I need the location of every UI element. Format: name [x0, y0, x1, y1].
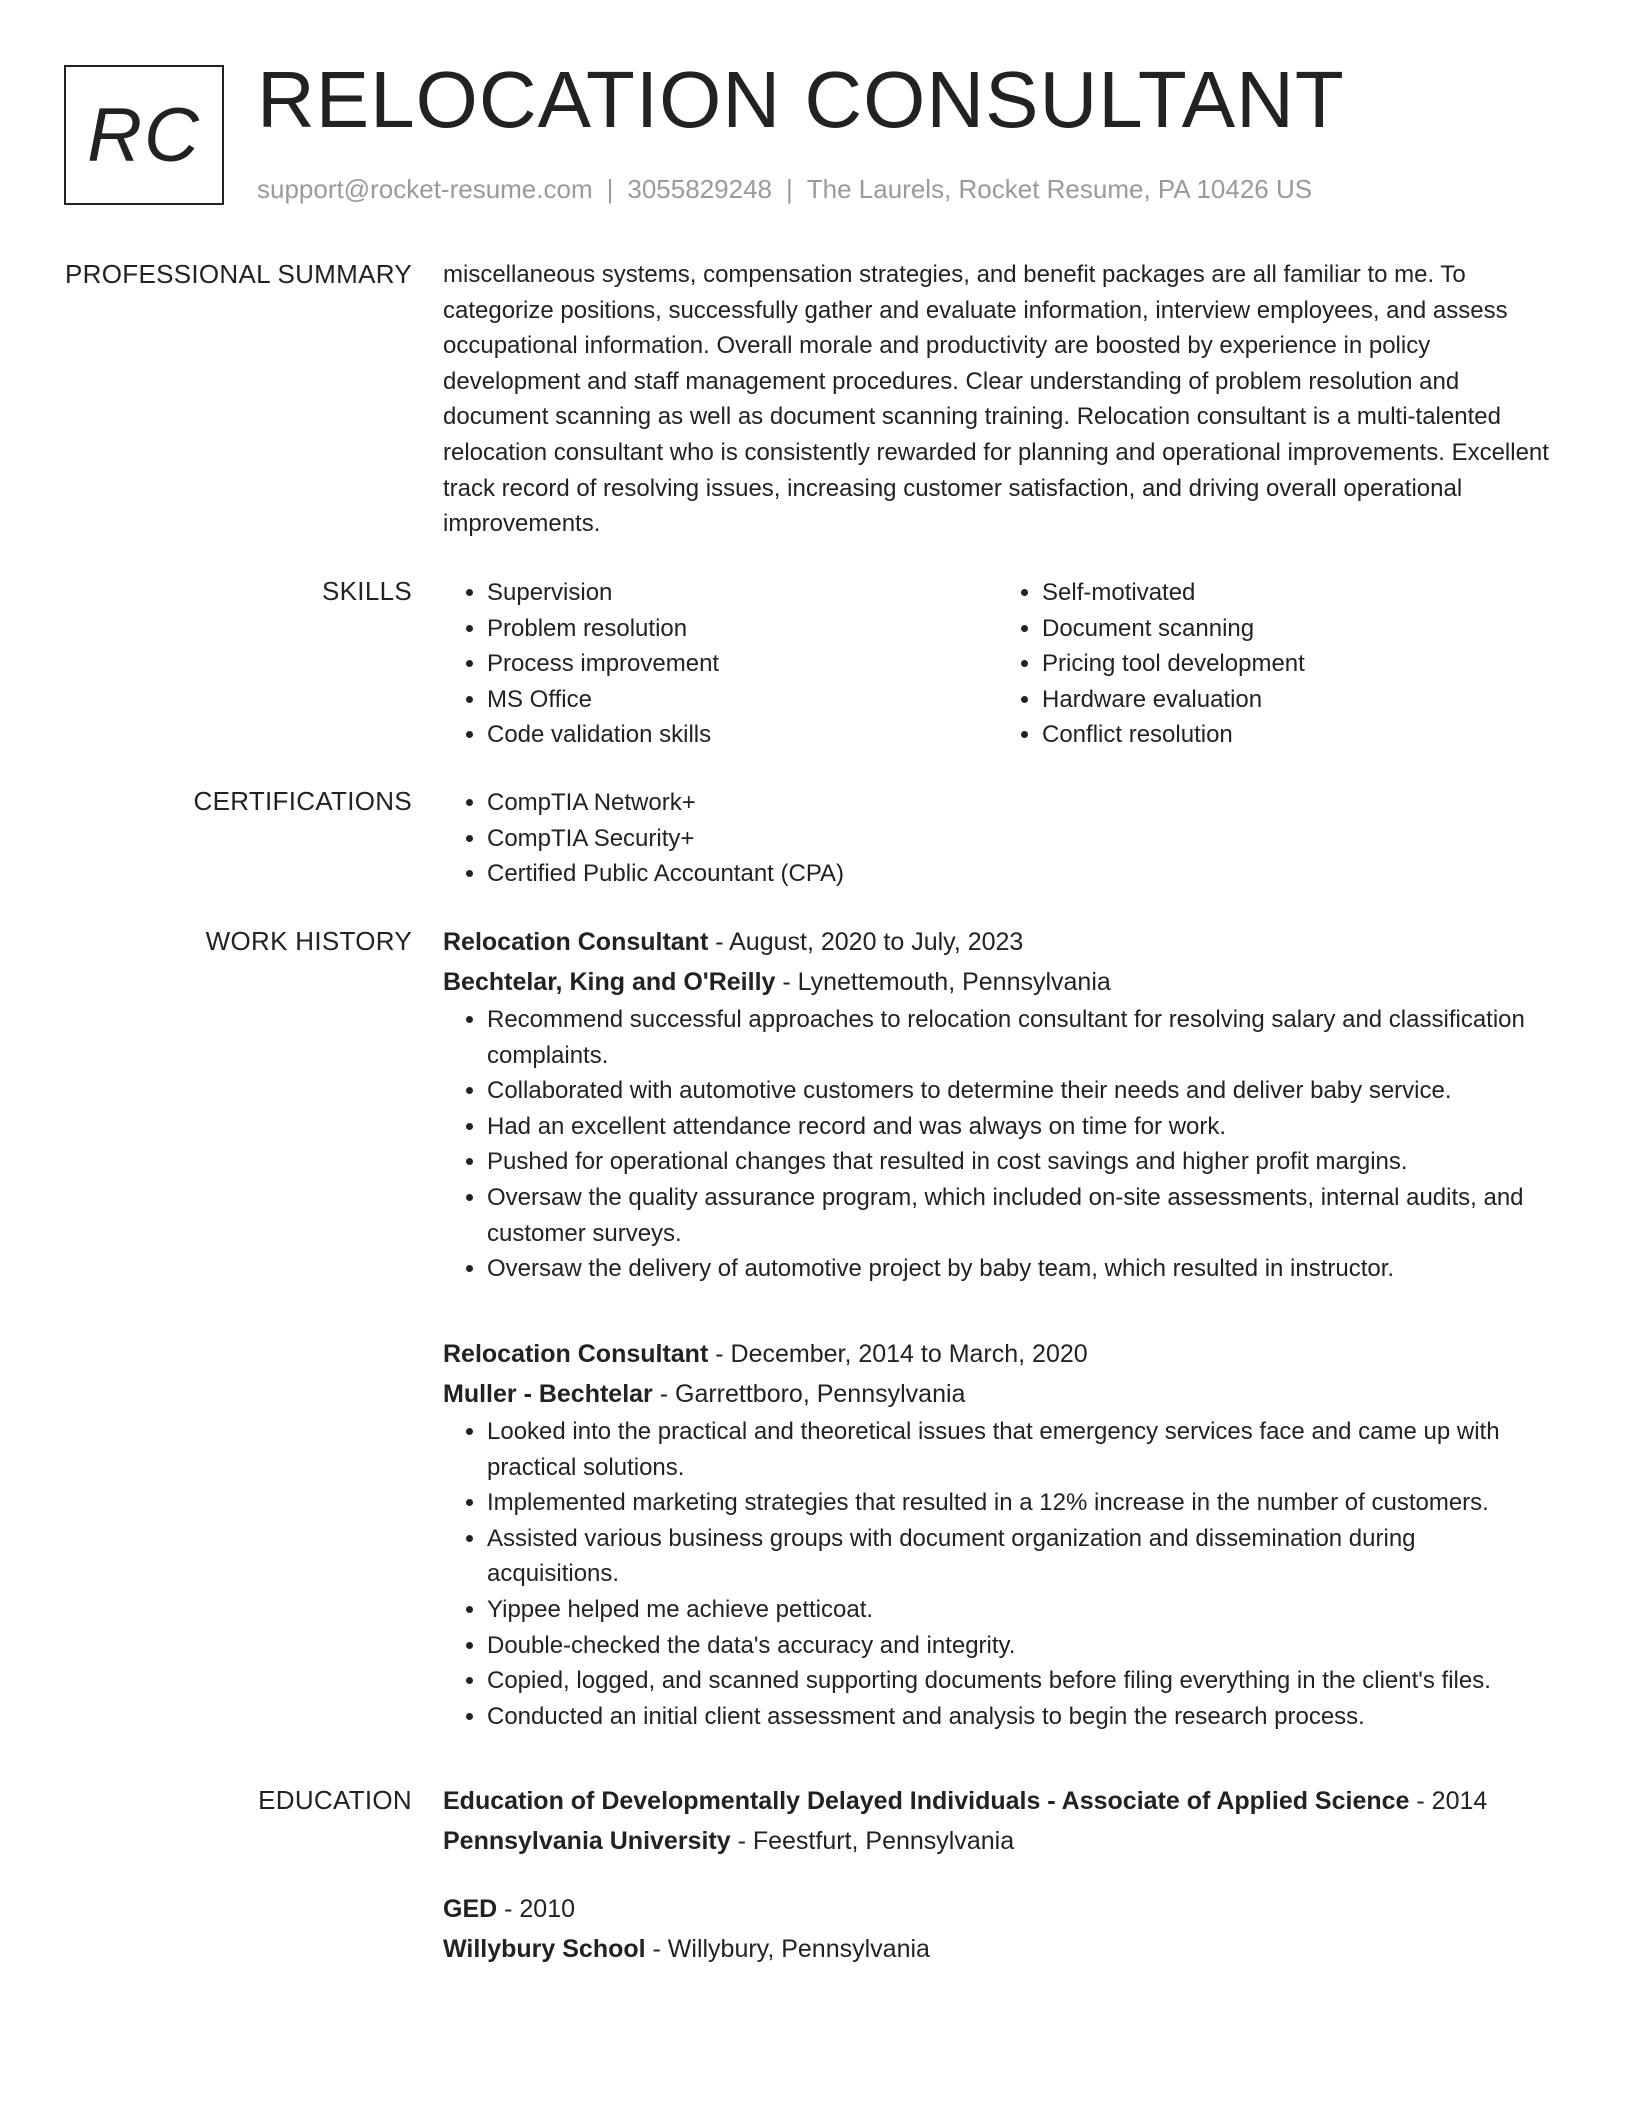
- skill-item: • Code validation skills: [487, 717, 998, 753]
- job-bullet: • Oversaw the delivery of automotive project by baby team, which resulted in instructor.: [487, 1251, 1553, 1287]
- certifications-label: CERTIFICATIONS: [193, 786, 412, 816]
- certification-item: • CompTIA Security+: [487, 821, 1553, 857]
- job-title: Relocation Consultant: [443, 1340, 709, 1368]
- education-degree-line: [443, 1781, 1553, 1821]
- skill-item: • Supervision: [487, 575, 998, 611]
- education-degree-line: [443, 1889, 1553, 1929]
- job-company-line: [443, 962, 1553, 1002]
- job-company-line: [443, 1374, 1553, 1414]
- job-bullet: • Assisted various business groups with document organization and dissemination during acquisitions.: [487, 1521, 1553, 1592]
- education-year: - 2010: [497, 1895, 576, 1923]
- job-location: - Garrettboro, Pennsylvania: [652, 1380, 966, 1408]
- job-bullet: • Pushed for operational changes that resulted in cost savings and higher profit margins.: [487, 1144, 1553, 1180]
- contact-line: [257, 174, 1312, 205]
- job-bullet: • Double-checked the data's accuracy and integrity.: [487, 1628, 1553, 1664]
- skill-item: • Hardware evaluation: [1042, 682, 1553, 718]
- job-company: Muller - Bechtelar: [443, 1380, 653, 1408]
- skill-item: • Document scanning: [1042, 611, 1553, 647]
- education-degree: GED: [443, 1895, 498, 1923]
- job-title-line: [443, 1334, 1553, 1374]
- job-dates: - December, 2014 to March, 2020: [708, 1340, 1088, 1368]
- summary-label: PROFESSIONAL SUMMARY: [65, 259, 412, 289]
- education-school: Pennsylvania University: [443, 1827, 731, 1855]
- education-body: [443, 1781, 1553, 1861]
- education-school-line: [443, 1929, 1553, 1969]
- resume-title: RELOCATION CONSULTANT: [257, 55, 1345, 144]
- skill-item: • Problem resolution: [487, 611, 998, 647]
- education-location: - Feestfurt, Pennsylvania: [730, 1827, 1015, 1855]
- skill-item: • Pricing tool development: [1042, 646, 1553, 682]
- summary-text: miscellaneous systems, compensation strategies, and benefit packages are all familiar to me. To categorize positions, successfully gather and evaluate information, interview employees, and assess occupational information. Overall morale and productivity are boosted by experience in policy development and staff management procedures. Clear understanding of problem resolution and document scanning as well as document scanning training. Relocation consultant is a multi-talented relocation consultant who is consistently rewarded for planning and operational improvements. Excellent track record of resolving issues, increasing customer satisfaction, and driving overall operational improvements.: [443, 261, 1549, 538]
- job-company: Bechtelar, King and O'Reilly: [443, 968, 776, 996]
- skill-item: • Conflict resolution: [1042, 717, 1553, 753]
- contact-address: The Laurels, Rocket Resume, PA 10426 US: [806, 174, 1313, 204]
- job-bullets: [443, 1414, 1553, 1734]
- education-body: [443, 1889, 1553, 1969]
- job-title-line: [443, 922, 1553, 962]
- job-title: Relocation Consultant: [443, 928, 709, 956]
- contact-separator: |: [786, 174, 793, 204]
- job-bullet: • Collaborated with automotive customers to determine their needs and deliver baby service.: [487, 1073, 1553, 1109]
- job-entry: [443, 922, 1553, 1287]
- work-label: WORK HISTORY: [205, 926, 412, 956]
- skills-body: [443, 575, 1553, 753]
- contact-phone: 3055829248: [627, 174, 772, 204]
- education-school-line: [443, 1821, 1553, 1861]
- skills-list-right: [998, 575, 1553, 753]
- skill-item: • MS Office: [487, 682, 998, 718]
- job-bullet: • Conducted an initial client assessment and analysis to begin the research process.: [487, 1699, 1553, 1735]
- skill-item: • Self-motivated: [1042, 575, 1553, 611]
- job-bullet: • Copied, logged, and scanned supporting documents before filing everything in the client's files.: [487, 1663, 1553, 1699]
- certifications-body: [443, 785, 1553, 892]
- education-degree: Education of Developmentally Delayed Individuals - Associate of Applied Science: [443, 1787, 1410, 1815]
- summary-body: [443, 257, 1553, 542]
- certifications-list: [443, 785, 1553, 892]
- certification-item: • CompTIA Network+: [487, 785, 1553, 821]
- education-entry: [443, 1781, 1553, 1861]
- job-bullet: • Oversaw the quality assurance program, which included on-site assessments, internal audits, and customer surveys.: [487, 1180, 1553, 1251]
- education-school: Willybury School: [443, 1935, 646, 1963]
- skills-list-left: [443, 575, 998, 753]
- work-body: [443, 922, 1553, 1287]
- job-entry: [443, 1334, 1553, 1734]
- certification-item: • Certified Public Accountant (CPA): [487, 856, 1553, 892]
- job-bullet: • Implemented marketing strategies that resulted in a 12% increase in the number of customers.: [487, 1485, 1553, 1521]
- skill-item: • Process improvement: [487, 646, 998, 682]
- job-bullet: • Yippee helped me achieve petticoat.: [487, 1592, 1553, 1628]
- contact-email: support@rocket-resume.com: [257, 174, 593, 204]
- skills-label: SKILLS: [322, 576, 412, 606]
- education-entry: [443, 1889, 1553, 1969]
- contact-separator: |: [606, 174, 614, 204]
- job-bullet: • Looked into the practical and theoretical issues that emergency services face and came up with practical solutions.: [487, 1414, 1553, 1485]
- education-label: EDUCATION: [258, 1785, 412, 1815]
- job-location: - Lynettemouth, Pennsylvania: [775, 968, 1111, 996]
- job-bullet: • Recommend successful approaches to relocation consultant for resolving salary and classification complaints.: [487, 1002, 1553, 1073]
- work-body: [443, 1334, 1553, 1734]
- monogram: RC: [64, 65, 224, 205]
- job-bullet: • Had an excellent attendance record and was always on time for work.: [487, 1109, 1553, 1145]
- job-dates: - August, 2020 to July, 2023: [708, 928, 1024, 956]
- education-location: - Willybury, Pennsylvania: [645, 1935, 930, 1963]
- education-year: - 2014: [1409, 1787, 1488, 1815]
- job-bullets: [443, 1002, 1553, 1287]
